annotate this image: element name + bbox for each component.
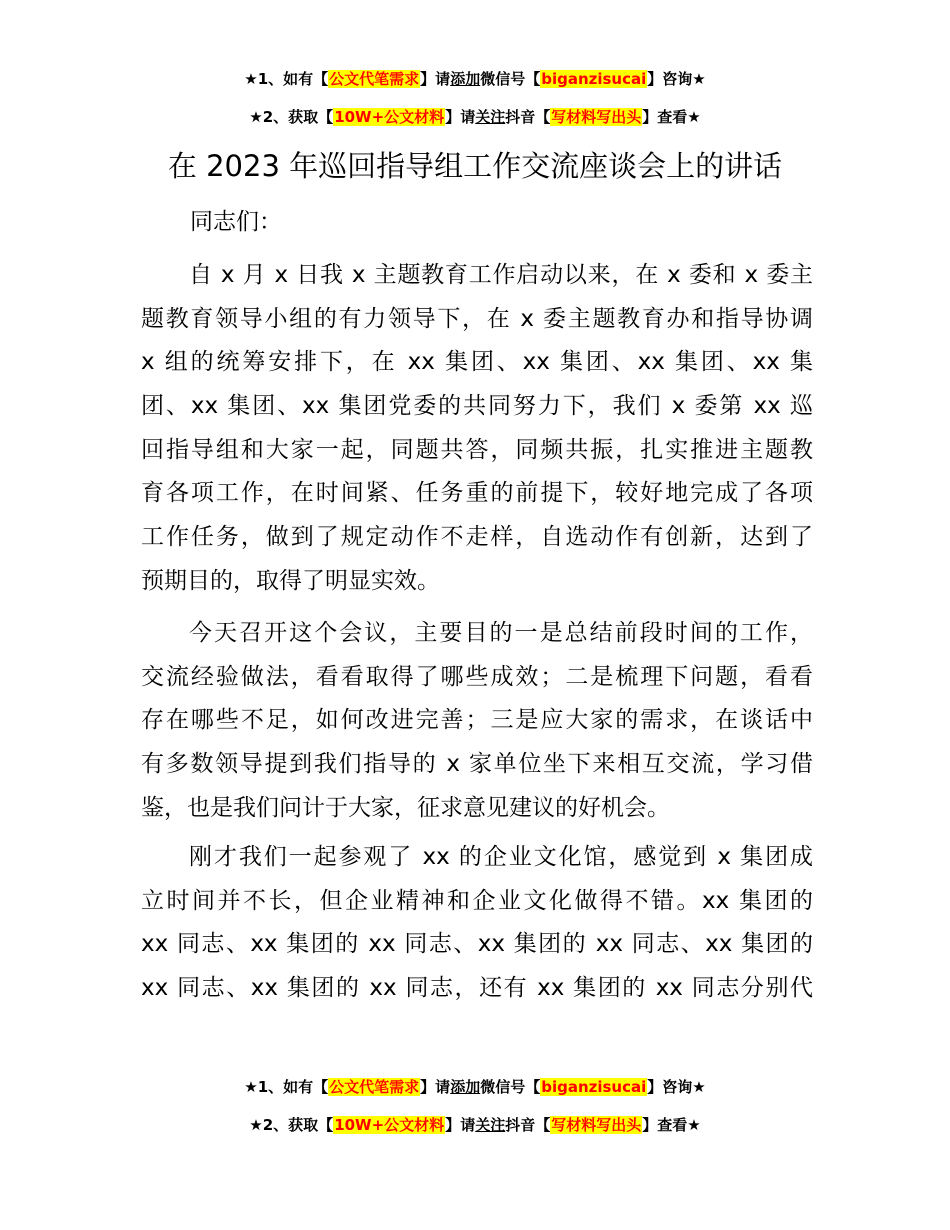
banner-highlight: 10W+公文材料 (334, 1116, 445, 1134)
salutation: 同志们： (190, 209, 282, 235)
text-line: 自 x 月 x 日我 x 主题教育工作启动以来，在 x 委和 x 委主 (189, 262, 813, 288)
text-line: 今天召开这个会议，主要目的一是总结前段时间的工作， (189, 620, 813, 646)
banner-highlight: 公文代笔需求 (329, 70, 420, 88)
banner-text: 】咨询★ (647, 70, 706, 88)
banner-text: 微信号【 (480, 1078, 541, 1096)
promo-banner-bottom-line1 (0, 1076, 950, 1098)
banner-text: ★2、获取【 (249, 108, 334, 126)
text-line: 育各项工作，在时间紧、任务重的前提下，较好地完成了各项 (141, 480, 813, 507)
text-line: x 组的统筹安排下，在 xx 集团、xx 集团、xx 集团、xx 集 (141, 349, 813, 376)
paragraph-2 (141, 612, 813, 830)
text-line: 立时间并不长，但企业精神和企业文化做得不错。xx 集团的 (141, 887, 813, 914)
banner-text: 抖音【 (505, 108, 551, 126)
text-line: 回指导组和大家一起，同题共答，同频共振，扎实推进主题教 (141, 436, 813, 463)
banner-highlight: 公文代笔需求 (329, 1078, 420, 1096)
banner-text: 】查看★ (642, 108, 701, 126)
paragraph-1 (141, 254, 813, 604)
banner-highlight: biganzisucai (541, 1078, 647, 1096)
text-line: 预期目的，取得了明显实效。 (141, 567, 440, 594)
banner-text: 微信号【 (480, 70, 541, 88)
banner-text: ★2、获取【 (249, 1116, 334, 1134)
banner-text: ★1、如有【 (244, 70, 329, 88)
text-line: 工作任务，做到了规定动作不走样，自选动作有创新，达到了 (141, 524, 813, 551)
banner-underline: 关注 (475, 1116, 506, 1134)
banner-highlight: 写材料写出头 (551, 108, 642, 126)
text-line: 有多数领导提到我们指导的 x 家单位坐下来相互交流，学习借 (141, 751, 813, 778)
banner-text: 】请 (420, 70, 451, 88)
banner-text: 】请 (445, 108, 476, 126)
text-line: xx 同志、xx 集团的 xx 同志、xx 集团的 xx 同志、xx 集团的 (141, 931, 813, 958)
document-title: 在 2023 年巡回指导组工作交流座谈会上的讲话 (167, 149, 783, 183)
banner-text: 】请 (445, 1116, 476, 1134)
banner-text: ★1、如有【 (244, 1078, 329, 1096)
banner-underline: 关注 (475, 108, 506, 126)
banner-text: 】查看★ (642, 1116, 701, 1134)
text-line: 团、xx 集团、xx 集团党委的共同努力下，我们 x 委第 xx 巡 (141, 393, 813, 420)
text-line: 刚才我们一起参观了 xx 的企业文化馆，感觉到 x 集团成 (189, 844, 813, 870)
promo-banner-top-line2 (0, 106, 950, 128)
paragraph-3 (141, 836, 813, 1011)
banner-highlight: 写材料写出头 (551, 1116, 642, 1134)
banner-underline: 添加 (450, 70, 481, 88)
banner-text: 抖音【 (505, 1116, 551, 1134)
promo-banner-top-line1 (0, 68, 950, 90)
promo-banner-bottom-line2 (0, 1114, 950, 1136)
banner-highlight: 10W+公文材料 (334, 108, 445, 126)
text-line: 存在哪些不足，如何改进完善；三是应大家的需求，在谈话中 (141, 707, 813, 734)
banner-highlight: biganzisucai (541, 70, 647, 88)
text-line: 鉴，也是我们问计于大家，征求意见建议的好机会。 (141, 794, 670, 821)
banner-underline: 添加 (450, 1078, 481, 1096)
text-line: xx 同志、xx 集团的 xx 同志，还有 xx 集团的 xx 同志分别代 (141, 975, 813, 1002)
text-line: 交流经验做法，看看取得了哪些成效；二是梳理下问题，看看 (141, 663, 813, 690)
banner-text: 】请 (420, 1078, 451, 1096)
banner-text: 】咨询★ (647, 1078, 706, 1096)
text-line: 题教育领导小组的有力领导下，在 x 委主题教育办和指导协调 (141, 305, 813, 332)
